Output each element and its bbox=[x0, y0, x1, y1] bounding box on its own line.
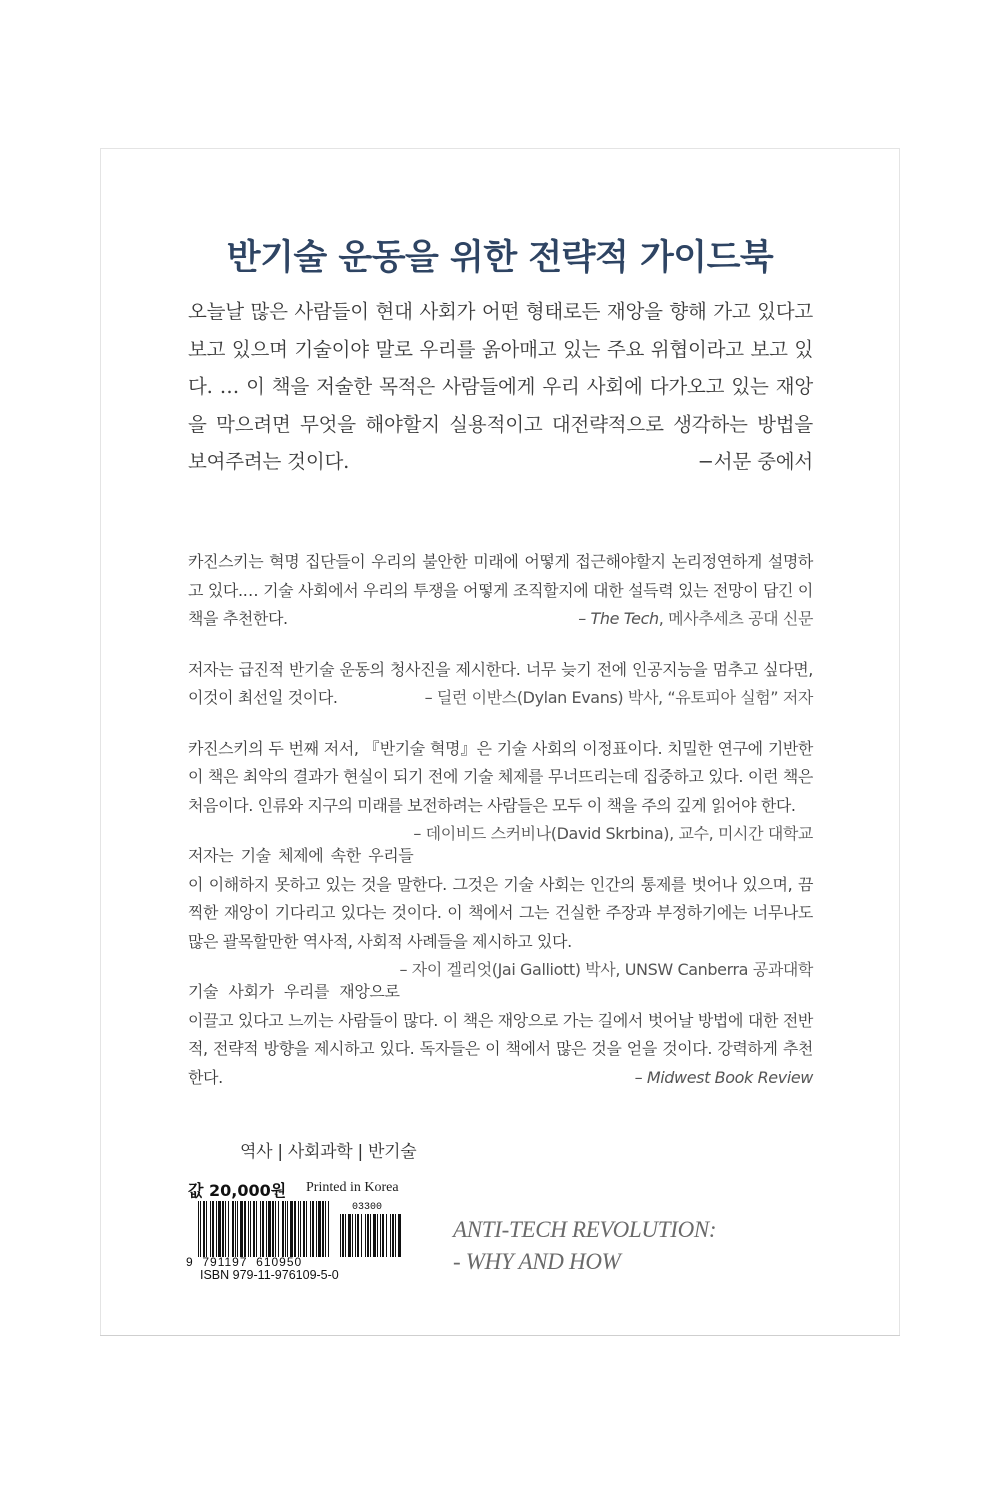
barcode-bar bbox=[260, 1201, 261, 1257]
barcode-bar bbox=[294, 1201, 296, 1257]
review-text: 카진스키의 두 번째 저서, 『반기술 혁명』은 기술 사회의 이정표이다. 치밀한 연구에 기반한 이 책은 최악의 결과가 현실이 되기 전에 기술 체제를 무너뜨리는데 집중하고 있다. 이런 책은 처음이다. 인류와 지구의 미래를 보전하려는 사람들은 모두 이 책을 주의 깊게 읽어야 한다. bbox=[188, 738, 813, 815]
review-source-rest: – 딜런 이반스(Dylan Evans) 박사, “유토피아 실험” 저자 bbox=[424, 688, 813, 707]
review-source bbox=[400, 956, 814, 985]
barcode-bar bbox=[398, 1214, 401, 1257]
barcode-bar bbox=[342, 1214, 344, 1257]
barcode-bar bbox=[395, 1214, 396, 1257]
barcode-bar bbox=[306, 1201, 307, 1257]
addon-barcode bbox=[340, 1214, 402, 1257]
barcode-bar bbox=[228, 1201, 229, 1257]
barcode-bar bbox=[210, 1201, 211, 1257]
barcode-bar bbox=[282, 1201, 284, 1257]
barcode-bar bbox=[380, 1214, 381, 1257]
review-source-italic: – The Tech bbox=[578, 609, 659, 628]
review-source bbox=[635, 1064, 813, 1093]
barcode-bar bbox=[382, 1214, 384, 1257]
isbn-number: ISBN 979-11-976109-5-0 bbox=[200, 1268, 339, 1282]
barcode-bar bbox=[198, 1201, 199, 1257]
barcode-bar bbox=[345, 1214, 346, 1257]
barcode-bar bbox=[386, 1214, 387, 1257]
barcode-bar bbox=[357, 1214, 359, 1257]
review-source-rest: – 자이 겔리엇(Jai Galliott) 박사, UNSW Canberra 공과대학 bbox=[399, 960, 813, 979]
barcode-bar bbox=[377, 1214, 378, 1257]
preface-quote bbox=[188, 293, 813, 481]
barcode-bar bbox=[266, 1201, 267, 1257]
barcode-bar bbox=[235, 1201, 236, 1257]
barcode-bar bbox=[237, 1201, 238, 1257]
barcode-bar bbox=[203, 1201, 205, 1257]
barcode-bar bbox=[250, 1201, 251, 1257]
categories: 역사 | 사회과학 | 반기술 bbox=[240, 1142, 417, 1162]
barcode-bar bbox=[206, 1201, 207, 1257]
barcode-bar bbox=[200, 1201, 201, 1257]
barcode-bar bbox=[352, 1214, 353, 1257]
barcode-bar bbox=[222, 1201, 224, 1257]
barcode-bar bbox=[325, 1201, 326, 1257]
barcode-bar bbox=[253, 1201, 255, 1257]
barcode-bar bbox=[268, 1201, 271, 1257]
review-item bbox=[188, 842, 813, 979]
review-item bbox=[188, 548, 813, 634]
barcode-bar bbox=[278, 1201, 279, 1257]
barcode-bar bbox=[361, 1214, 362, 1257]
review-source bbox=[425, 684, 813, 713]
barcode-bar bbox=[216, 1201, 217, 1257]
barcode-bar bbox=[300, 1201, 301, 1257]
barcode-bar bbox=[373, 1214, 376, 1257]
barcode-bar bbox=[225, 1201, 226, 1257]
barcode-bar bbox=[312, 1201, 314, 1257]
barcode-bar bbox=[285, 1201, 286, 1257]
barcode-bar bbox=[355, 1214, 356, 1257]
barcode-bar bbox=[316, 1201, 317, 1257]
review-list bbox=[188, 548, 813, 1114]
review-item bbox=[188, 735, 813, 843]
english-title bbox=[453, 1214, 716, 1278]
preface-text: 오늘날 많은 사람들이 현대 사회가 어떤 형태로든 재앙을 향해 가고 있다고 보고 있으며 기술이야 말로 우리를 옭아매고 있는 주요 위협이라고 보고 있다. … 이 책을 저술한 목적은 사람들에게 우리 사회에 다가오고 있는 재앙을 막으려면 무엇을 해야할지 실용적이고 대전략적으로 생각하는 방법을 보여주려는 것이다. bbox=[188, 300, 813, 474]
price: 값 20,000원 bbox=[188, 1181, 287, 1200]
review-source-rest: – 데이비드 스커비나(David Skrbina), 교수, 미시간 대학교 bbox=[413, 824, 813, 843]
barcode-bar bbox=[244, 1201, 246, 1257]
barcode-bar bbox=[218, 1201, 221, 1257]
barcode-bar bbox=[232, 1201, 234, 1257]
barcode-bar bbox=[322, 1201, 324, 1257]
barcode-bar bbox=[298, 1201, 299, 1257]
barcode-bar bbox=[310, 1201, 311, 1257]
barcode-bar bbox=[367, 1214, 369, 1257]
barcode-bar bbox=[287, 1201, 288, 1257]
barcode-bar bbox=[256, 1201, 257, 1257]
barcode-bar bbox=[262, 1201, 264, 1257]
english-title-line2: - WHY AND HOW bbox=[453, 1249, 621, 1274]
barcode-bar bbox=[212, 1201, 214, 1257]
barcode-bar bbox=[328, 1201, 329, 1257]
headline: 반기술 운동을 위한 전략적 가이드북 bbox=[226, 238, 774, 278]
barcode-bar bbox=[303, 1201, 305, 1257]
cover-bottom-edge bbox=[100, 1335, 900, 1336]
barcode-bar bbox=[348, 1214, 351, 1257]
barcode-bar bbox=[370, 1214, 371, 1257]
barcode-digits: 9 791197 610950 bbox=[186, 1255, 303, 1269]
preface-source: −서문 중에서 bbox=[697, 450, 813, 474]
review-text: 기술 사회가 우리를 재앙으로 이끌고 있다고 느끼는 사람들이 많다. 이 책은 재앙으로 가는 길에서 벗어날 방법에 대한 전반적, 전략적 방향을 제시하고 있다. 독자들은 이 책에서 많은 것을 얻을 것이다. 강력하게 추천한다. bbox=[188, 982, 813, 1087]
review-item bbox=[188, 656, 813, 713]
barcode-bar bbox=[275, 1201, 276, 1257]
barcode-bar bbox=[272, 1201, 274, 1257]
review-text: 저자는 기술 체제에 속한 우리들이 이해하지 못하고 있는 것을 말한다. 그것은 기술 사회는 인간의 통제를 벗어나 있으며, 끔찍한 재앙이 기다리고 있다는 것이다. 이 책에서 그는 건실한 주장과 부정하기에는 너무나도 많은 괄목할만한 역사적, 사회적 사례들을 제시하고 있다. bbox=[188, 846, 813, 951]
review-item bbox=[188, 978, 813, 1092]
review-source bbox=[578, 605, 813, 634]
barcode-bar bbox=[290, 1201, 293, 1257]
addon-barcode-digits: 03300 bbox=[352, 1202, 383, 1213]
printed-in: Printed in Korea bbox=[306, 1180, 399, 1195]
barcode-bar bbox=[240, 1201, 243, 1257]
barcode-bar bbox=[248, 1201, 249, 1257]
review-text: 저자는 급진적 반기술 운동의 청사진을 제시한다. 너무 늦기 전에 인공지능을 멈추고 싶다면, 이것이 최선일 것이다. bbox=[188, 659, 813, 707]
barcode-bar bbox=[392, 1214, 394, 1257]
review-text: 카진스키는 혁명 집단들이 우리의 불안한 미래에 어떻게 접근해야할지 논리정연하게 설명하고 있다.… 기술 사회에서 우리의 투쟁을 어떻게 조직할지에 대한 설득력 있는 전망이 담긴 이 책을 추천한다. bbox=[188, 552, 813, 628]
english-title-line1: ANTI-TECH REVOLUTION: bbox=[453, 1217, 717, 1242]
barcode-bar bbox=[365, 1214, 366, 1257]
review-source-italic: – Midwest Book Review bbox=[634, 1067, 813, 1087]
review-source-rest: , 메사추세츠 공대 신문 bbox=[658, 609, 813, 628]
review-source bbox=[413, 820, 813, 849]
isbn-barcode bbox=[198, 1201, 330, 1257]
barcode-bar bbox=[340, 1214, 341, 1257]
barcode-bar bbox=[390, 1214, 391, 1257]
barcode-bar bbox=[318, 1201, 321, 1257]
